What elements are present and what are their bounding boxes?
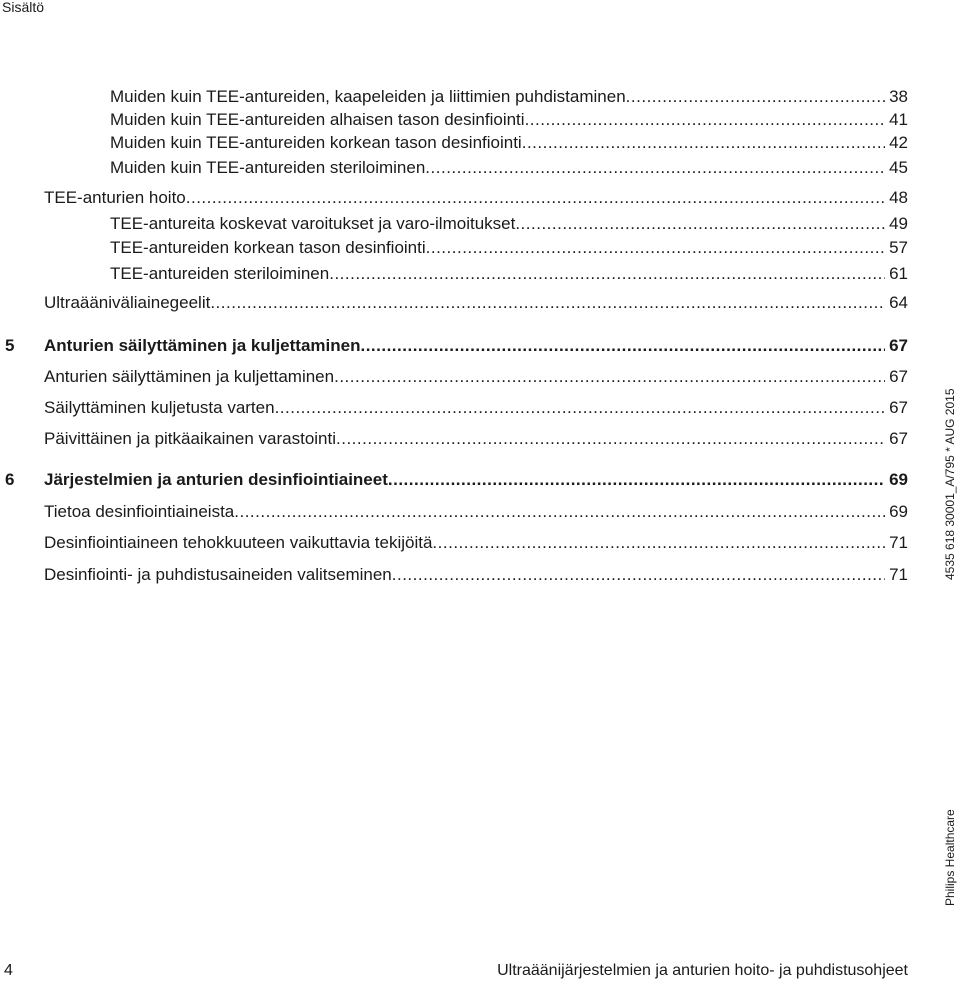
toc-entry-title: Anturien säilyttäminen ja kuljettaminen	[44, 367, 335, 386]
toc-entry-title: Tietoa desinfiointiaineista	[44, 502, 235, 521]
toc-leader-dots	[329, 263, 885, 285]
toc-leader-dots	[432, 532, 885, 554]
toc-entry[interactable]	[44, 397, 908, 419]
toc-entry-page: 67	[889, 367, 908, 386]
toc-chapter-number: 5	[5, 336, 15, 355]
toc-leader-dots	[626, 86, 885, 108]
toc-entry[interactable]	[110, 213, 908, 235]
toc-entry-page: 41	[889, 110, 908, 129]
toc-entry-page: 57	[889, 238, 908, 257]
toc-chapter-entry[interactable]	[44, 335, 908, 357]
toc-entry-title: Muiden kuin TEE-antureiden alhaisen tason desinfiointi	[110, 110, 525, 129]
page-number: 4	[4, 962, 13, 979]
toc-leader-dots	[186, 187, 885, 209]
toc-leader-dots	[525, 109, 886, 131]
toc-entry[interactable]	[44, 292, 908, 314]
toc-entry-page: 67	[889, 336, 908, 355]
toc-entry-page: 61	[889, 264, 908, 283]
toc-chapter-number: 6	[5, 470, 15, 489]
toc-entry[interactable]	[44, 564, 908, 586]
toc-entry-title: Ultraääniväliainegeelit	[44, 293, 211, 312]
toc-entry-title: TEE-antureiden steriloiminen	[110, 264, 330, 283]
toc-entry-page: 67	[889, 398, 908, 417]
toc-entry-page: 71	[889, 565, 908, 584]
toc-entry[interactable]	[110, 132, 908, 154]
toc-entry-page: 48	[889, 188, 908, 207]
toc-entry-title: TEE-antureita koskevat varoitukset ja varo-ilmoitukset	[110, 214, 516, 233]
toc-entry[interactable]	[44, 428, 908, 450]
toc-entry[interactable]	[44, 187, 908, 209]
toc-entry[interactable]	[44, 532, 908, 554]
toc-leader-dots	[388, 469, 885, 491]
toc-entry[interactable]	[44, 501, 908, 523]
toc-entry-page: 38	[889, 87, 908, 106]
toc-entry-title: TEE-antureiden korkean tason desinfiointi	[110, 238, 426, 257]
toc-leader-dots	[425, 157, 885, 179]
toc-entry-title: Päivittäinen ja pitkäaikainen varastointi	[44, 429, 337, 448]
toc-leader-dots	[334, 366, 885, 388]
toc-entry-page: 69	[889, 502, 908, 521]
toc-entry-page: 45	[889, 158, 908, 177]
toc-entry[interactable]	[110, 157, 908, 179]
toc-leader-dots	[426, 237, 885, 259]
toc-entry[interactable]	[44, 366, 908, 388]
toc-leader-dots	[210, 292, 885, 314]
toc-entry[interactable]	[110, 237, 908, 259]
toc-entry-title: Desinfiointiaineen tehokkuuteen vaikuttavia tekijöitä	[44, 533, 433, 552]
toc-chapter-entry[interactable]	[44, 469, 908, 491]
toc-entry-title: TEE-anturien hoito	[44, 188, 186, 207]
section-header: Sisältö	[2, 0, 45, 15]
toc-entry-page: 64	[889, 293, 908, 312]
toc-leader-dots	[360, 335, 885, 357]
toc-entry[interactable]	[110, 263, 908, 285]
toc-entry[interactable]	[110, 86, 908, 108]
toc-leader-dots	[522, 132, 885, 154]
toc-entry-title: Muiden kuin TEE-antureiden steriloiminen	[110, 158, 426, 177]
toc-leader-dots	[392, 564, 885, 586]
toc-entry-page: 69	[889, 470, 908, 489]
toc-leader-dots	[336, 428, 885, 450]
toc-entry-title: Muiden kuin TEE-antureiden, kaapeleiden ja liittimien puhdistaminen	[110, 87, 626, 106]
toc-leader-dots	[515, 213, 885, 235]
toc-entry-page: 71	[889, 533, 908, 552]
toc-entry-title: Muiden kuin TEE-antureiden korkean tason desinfiointi	[110, 133, 522, 152]
document-title: Ultraäänijärjestelmien ja anturien hoito- ja puhdistusohjeet	[497, 962, 908, 979]
toc-entry-title: Anturien säilyttäminen ja kuljettaminen	[44, 336, 361, 355]
toc-entry[interactable]	[110, 109, 908, 131]
toc-entry-title: Järjestelmien ja anturien desinfiointiaineet	[44, 470, 388, 489]
toc-leader-dots	[275, 397, 886, 419]
toc-entry-page: 49	[889, 214, 908, 233]
toc-entry-page: 67	[889, 429, 908, 448]
toc-leader-dots	[234, 501, 885, 523]
document-code: 4535 618 30001_A/795 * AUG 2015	[943, 388, 957, 580]
toc-entry-title: Desinfiointi- ja puhdistusaineiden valitseminen	[44, 565, 392, 584]
company-name: Philips Healthcare	[943, 809, 957, 906]
toc-entry-page: 42	[889, 133, 908, 152]
toc-entry-title: Säilyttäminen kuljetusta varten	[44, 398, 275, 417]
